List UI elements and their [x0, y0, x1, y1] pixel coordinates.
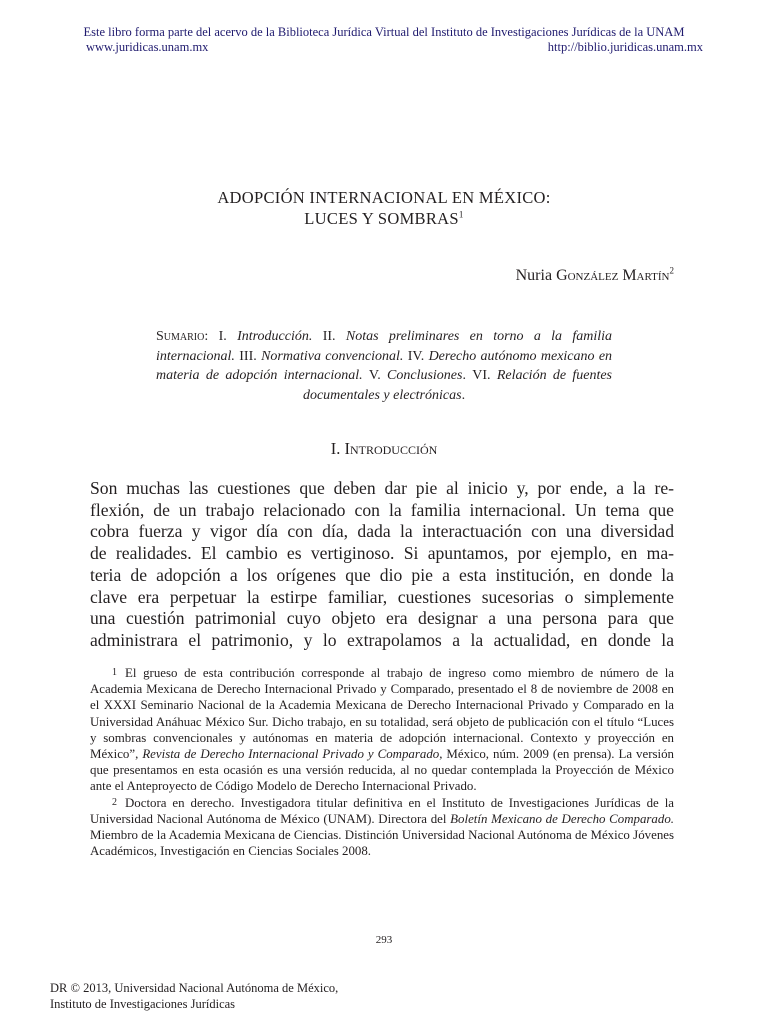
footnote-number: 2 [112, 796, 117, 808]
summary-item: Conclusiones [387, 368, 463, 383]
journal-title: Revista de Derecho Internacional Privado y Comparado, [142, 747, 443, 762]
chapter-summary [156, 327, 612, 405]
footnote-text: Doctora en derecho. Investigadora titular definitiva en el Instituto de Investigaciones Jurídicas de la Universidad Nacional Autónoma de México (UNAM). Directora del [90, 795, 674, 826]
author-surname: González Martín [556, 267, 670, 284]
summary-item-num: IV. [407, 348, 425, 364]
footnote-text: México, núm. 2009 (en prensa). La versión que presentamos en esta ocasión es una versión reducida, al no quedar contemplada la Proyección de México ante el Anteproyecto de Código Modelo de Derecho Internacional Privado. [90, 747, 674, 794]
footnote-1 [90, 665, 674, 795]
chapter-title-line2 [0, 209, 768, 229]
author-footnote-mark[interactable]: 2 [669, 265, 674, 276]
journal-title: Boletín Mexicano de Derecho Comparado. [450, 811, 674, 826]
summary-label: Sumario: [156, 329, 209, 344]
body-paragraph [90, 478, 674, 652]
footnote-number: 1 [112, 667, 117, 678]
biblio-url-link[interactable]: http://biblio.juridicas.unam.mx [547, 40, 703, 54]
summary-item-num: I. [218, 329, 227, 344]
body-line: una cuestión patrimonial cuyo objeto era designar a una persona para que [90, 608, 674, 629]
summary-item: Introducción. [237, 329, 313, 344]
copyright-notice [50, 980, 338, 1012]
summary-item: Notas preliminares en torno a la familia internacional. [156, 329, 613, 364]
page-number: 293 [375, 934, 393, 946]
title-footnote-mark[interactable]: 1 [458, 209, 464, 220]
chapter-title-text: LUCES Y SOMBRAS [304, 209, 459, 228]
body-line: cobra fuerza y vigor día con día, dada la interactuación con una diversidad [90, 521, 674, 542]
author-name [516, 267, 674, 285]
footnote-text: El grueso de esta contribución corresponde al trabajo de ingreso como miembro de número de la Academia Mexicana de Derecho Internacional Privado y Comparado, presentado el 8 de noviembre de 2008 en el XXXI Seminario Nacional de la Academia Mexicana de Derecho Internacional Privado y Comparado en la Universidad Anáhuac México Sur. Dicho trabajo, en su totalidad, será objeto de publicación con el título “Luces y sombras convencionales y autónomas en materia de adopción internacional. Contexto y proyección en México”, [90, 666, 674, 762]
summary-item-num: III. [239, 348, 257, 364]
chapter-title-line1: ADOPCIÓN INTERNACIONAL EN MÉXICO: [217, 188, 551, 207]
author-given-name: Nuria [515, 267, 553, 284]
summary-item: Normativa convencional. [261, 348, 404, 364]
summary-item-num: V. [368, 368, 381, 383]
footnotes [90, 665, 674, 859]
library-notice: Este libro forma parte del acervo de la Biblioteca Jurídica Virtual del Instituto de Investigaciones Jurídicas de la UNAM [83, 25, 685, 39]
summary-item: Derecho autónomo mexicano en materia de adopción internacional. [156, 348, 613, 383]
section-heading: I. Introducción [330, 439, 438, 458]
body-line: clave era perpetuar la estirpe familiar, cuestiones sucesorias o simplemente [90, 586, 674, 607]
body-line: flexión, de un trabajo relacionado con la familia internacional. Un tema que [90, 499, 674, 520]
body-line: teria de adopción a los orígenes que dio pie a esta institución, en donde la [90, 564, 674, 585]
copyright-line: Instituto de Investigaciones Jurídicas [50, 997, 236, 1011]
footnote-2 [90, 795, 674, 860]
summary-item-num: II. [322, 329, 336, 344]
summary-punctuation: . [462, 368, 466, 383]
body-line: administrara el patrimonio, y lo extrapolamos a la actualidad, en donde la [90, 629, 674, 650]
juridicas-url-link[interactable]: www.juridicas.unam.mx [86, 40, 209, 54]
summary-item-num: VI. [472, 368, 491, 383]
body-line: de realidades. El cambio es vertiginoso. Si apuntamos, por ejemplo, en ma- [90, 543, 674, 564]
summary-item: Relación de fuentes documentales y electrónicas [302, 368, 612, 403]
summary-punctuation: . [461, 387, 466, 403]
copyright-line: DR © 2013, Universidad Nacional Autónoma de México, [50, 981, 339, 995]
body-line: Son muchas las cuestiones que deben dar pie al inicio y, por ende, a la re- [90, 478, 674, 498]
footnote-text: Miembro de la Academia Mexicana de Ciencias. Distinción Universidad Nacional Autónoma de México Jóvenes Académicos, Investigación en Ciencias Sociales 2008. [90, 828, 674, 859]
